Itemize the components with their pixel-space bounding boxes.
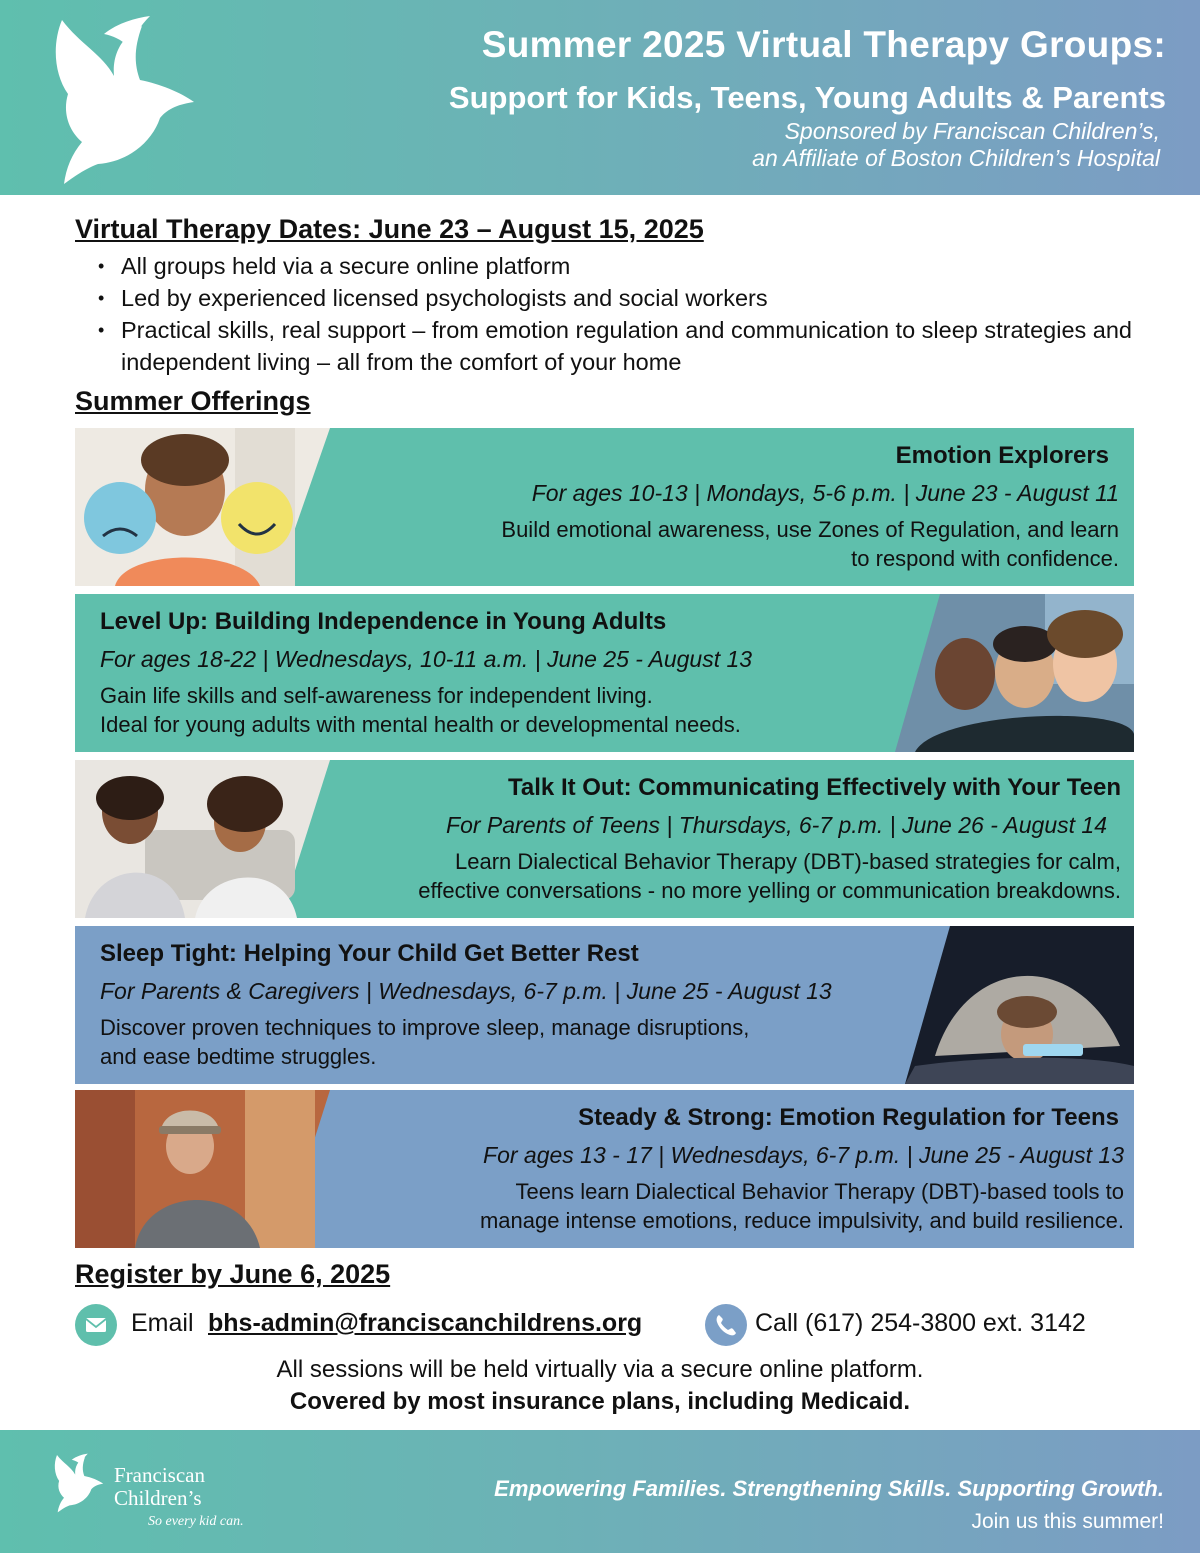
phone-icon [705, 1304, 747, 1346]
offering-photo [75, 1090, 330, 1248]
offering-title: Sleep Tight: Helping Your Child Get Better Rest [100, 940, 639, 967]
logo-tagline: So every kid can. [148, 1514, 244, 1529]
page-subtitle: Support for Kids, Teens, Young Adults & Parents [448, 80, 1166, 115]
sponsor-line-2: an Affiliate of Boston Children’s Hospital [752, 145, 1160, 171]
offering-description-line: effective conversations - no more yelling or communication breakdowns. [418, 878, 1121, 903]
offerings-heading: Summer Offerings [75, 386, 311, 416]
offering-schedule: For ages 10-13 | Mondays, 5-6 p.m. | June 23 - August 11 [531, 480, 1119, 506]
offering-description-line: Ideal for young adults with mental health or developmental needs. [100, 712, 741, 737]
offering-card-emotion-explorers [75, 428, 1134, 586]
feature-list [96, 250, 1156, 378]
offering-photo [895, 594, 1134, 752]
virtual-note: All sessions will be held virtually via a secure online platform. [276, 1356, 924, 1383]
phone-text[interactable]: Call (617) 254-3800 ext. 3142 [755, 1309, 1086, 1337]
email-icon [75, 1304, 117, 1346]
offering-photo [905, 926, 1134, 1084]
footer-banner [0, 1430, 1200, 1553]
list-item-text: Led by experienced licensed psychologists and social workers [121, 285, 768, 311]
register-heading: Register by June 6, 2025 [75, 1259, 391, 1289]
offering-title: Emotion Explorers [895, 442, 1109, 469]
sponsor-line-1: Sponsored by Franciscan Children’s, [784, 118, 1160, 144]
offering-description-line: to respond with confidence. [851, 546, 1119, 571]
offering-schedule: For ages 18-22 | Wednesdays, 10-11 a.m. | June 25 - August 13 [100, 646, 753, 672]
offering-card-talk-it-out [75, 760, 1134, 918]
offering-card-level-up [75, 594, 1134, 752]
offering-card-sleep-tight [75, 926, 1134, 1084]
list-item: • Led by experienced licensed psychologists and social workers [98, 285, 768, 311]
insurance-note: Covered by most insurance plans, including Medicaid. [289, 1388, 911, 1415]
offering-description-line: Teens learn Dialectical Behavior Therapy (DBT)-based tools to [515, 1179, 1124, 1204]
contact-row [75, 1304, 1135, 1348]
dove-logo-icon [50, 1452, 106, 1514]
offering-description-line: and ease bedtime struggles. [100, 1044, 377, 1069]
offering-text [301, 760, 1121, 918]
offering-description [100, 681, 920, 739]
list-item: • Practical skills, real support – from emotion regulation and communication to sleep strategies and independent living – all from the comfort of your home [98, 317, 1133, 375]
footer-logo-text [114, 1464, 205, 1510]
offering-text [344, 1090, 1124, 1248]
offering-schedule: For Parents & Caregivers | Wednesdays, 6-7 p.m. | June 25 - August 13 [100, 978, 832, 1004]
offering-description-line: Gain life skills and self-awareness for independent living. [100, 683, 653, 708]
offering-title: Talk It Out: Communicating Effectively with Your Teen [508, 774, 1121, 801]
offering-card-steady-strong [75, 1090, 1134, 1248]
footer-cta: Join us this summer! [971, 1510, 1164, 1533]
logo-line-2: Children’s [114, 1486, 202, 1510]
offering-text [359, 428, 1119, 586]
dates-heading: Virtual Therapy Dates: June 23 – August 15, 2025 [75, 214, 704, 244]
email-label: Email [131, 1309, 194, 1337]
logo-line-1: Franciscan [114, 1463, 205, 1487]
offering-description-line: manage intense emotions, reduce impulsivity, and build resilience. [479, 1208, 1124, 1233]
offering-schedule: For Parents of Teens | Thursdays, 6-7 p.m. | June 26 - August 14 [446, 812, 1107, 838]
offering-description-line: Build emotional awareness, use Zones of Regulation, and learn [501, 517, 1119, 542]
page-title: Summer 2025 Virtual Therapy Groups: [481, 24, 1166, 65]
offering-description [344, 1177, 1124, 1235]
offering-description [100, 1013, 930, 1071]
offering-title: Level Up: Building Independence in Young Adults [100, 608, 667, 635]
dove-logo-icon [42, 14, 202, 186]
offering-text [100, 926, 930, 1084]
header-banner [0, 0, 1200, 195]
list-item-text: All groups held via a secure online platform [121, 253, 571, 279]
list-item: • All groups held via a secure online platform [98, 253, 571, 279]
sponsor-text [752, 118, 1160, 172]
offering-description-line: Discover proven techniques to improve sleep, manage disruptions, [100, 1015, 750, 1040]
offering-description [359, 515, 1119, 573]
offering-description-line: Learn Dialectical Behavior Therapy (DBT)-based strategies for calm, [455, 849, 1121, 874]
offering-photo [75, 760, 330, 918]
footer-slogan: Empowering Families. Strengthening Skills. Supporting Growth. [494, 1476, 1164, 1501]
email-link[interactable]: bhs-admin@franciscanchildrens.org [208, 1309, 643, 1337]
offering-description [301, 847, 1121, 905]
offering-photo [75, 428, 330, 586]
offering-schedule: For ages 13 - 17 | Wednesdays, 6-7 p.m. | June 25 - August 13 [483, 1142, 1124, 1168]
list-item-text: Practical skills, real support – from emotion regulation and communication to sleep strategies and independent living – all from the comfort of your home [121, 317, 1133, 375]
offering-text [100, 594, 920, 752]
offering-title: Steady & Strong: Emotion Regulation for Teens [578, 1104, 1119, 1131]
